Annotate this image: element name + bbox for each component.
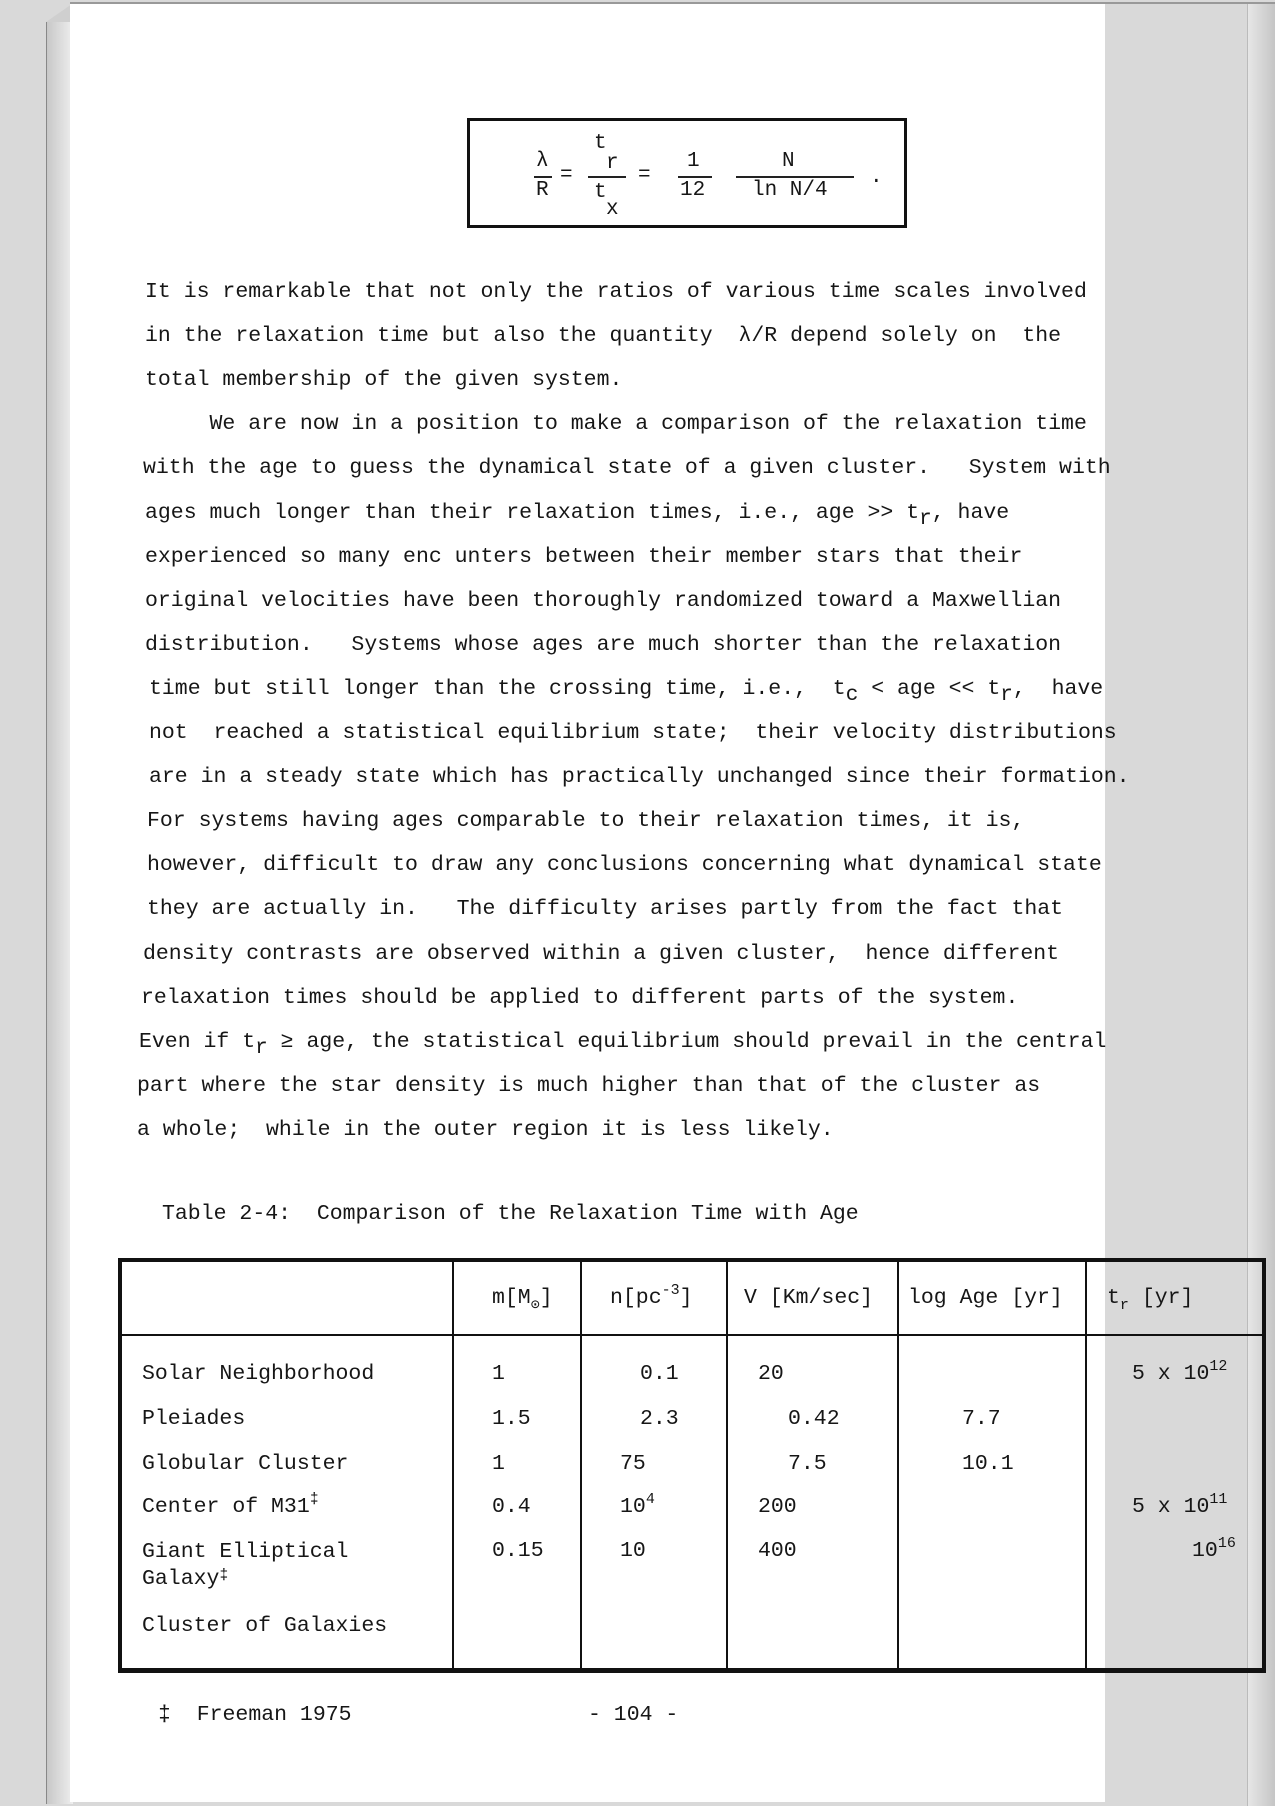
header-velocity: V [Km/sec] <box>744 1286 874 1310</box>
formula-one: 1 <box>687 150 700 173</box>
text-line <box>145 545 1022 569</box>
text-line <box>145 589 1061 613</box>
subscript: r <box>1000 683 1013 707</box>
table-cell-name: Pleiades <box>142 1407 246 1431</box>
text-segment: part where the star density is much higher than that of the cluster as <box>137 1073 1041 1098</box>
table-cell-v: 7.5 <box>788 1452 827 1476</box>
page-number: - 104 - <box>588 1703 679 1727</box>
header-divider <box>122 1334 1262 1336</box>
column-divider <box>726 1262 728 1668</box>
formula-r: r <box>606 152 619 175</box>
column-divider <box>452 1262 454 1668</box>
formula-eq: = <box>638 164 651 187</box>
header-log-age: log Age [yr] <box>908 1286 1063 1310</box>
text-segment: Even if t <box>139 1029 256 1054</box>
table-cell-n: 0.1 <box>640 1362 679 1386</box>
text-line <box>149 721 1117 745</box>
formula-R: R <box>536 179 549 202</box>
column-divider <box>580 1262 582 1668</box>
text-line <box>137 1074 1040 1098</box>
formula-eq: = <box>560 164 573 187</box>
table-cell-n: $10^4$ <box>620 1491 655 1519</box>
column-divider <box>1085 1262 1087 1668</box>
text-segment: in the relaxation time but also the quantity λ/R depend solely on the <box>145 324 1062 349</box>
table-cell-name: Globular Cluster <box>142 1452 349 1476</box>
table-cell-age: 10.1 <box>962 1452 1014 1476</box>
text-line <box>147 897 1063 921</box>
formula-t: t <box>594 181 607 204</box>
table-cell-v: 20 <box>758 1362 784 1386</box>
formula-lambda: λ <box>536 150 549 173</box>
text-line <box>147 853 1102 877</box>
text-line <box>147 809 1024 833</box>
text-segment: with the age to guess the dynamical state of a given cluster. System with <box>143 456 1111 481</box>
fraction-bar <box>588 176 626 178</box>
text-line <box>141 986 1018 1010</box>
text-segment: < age << t <box>858 676 1001 701</box>
fraction-bar <box>678 176 712 178</box>
text-segment: ages much longer than their relaxation times, i.e., age >> t <box>145 500 920 525</box>
table-cell-tr: $10^{16}$ <box>1192 1535 1236 1563</box>
table-cell-v: 0.42 <box>788 1407 840 1431</box>
text-line <box>145 368 622 392</box>
formula-twelve: 12 <box>680 179 706 202</box>
text-segment: not reached a statistical equilibrium state; their velocity distributions <box>149 721 1117 745</box>
text-line <box>143 942 1059 966</box>
table-cell-n: 10 <box>620 1539 646 1563</box>
text-segment: For systems having ages comparable to their relaxation times, it is, <box>147 809 1025 834</box>
text-segment: density contrasts are observed within a given cluster, hence different <box>143 941 1060 966</box>
formula-t: t <box>594 132 607 155</box>
text-segment: , have <box>1012 676 1104 701</box>
table-cell-tr: 5 x $10^{11}$ <box>1132 1491 1228 1519</box>
text-segment: experienced so many enc unters between their member stars that their <box>145 544 1023 569</box>
text-line <box>145 500 1010 531</box>
table-caption: Table 2-4: Comparison of the Relaxation Time with Age <box>162 1202 859 1226</box>
text-segment: a whole; while in the outer region it is less likely. <box>137 1117 834 1142</box>
text-segment: It is remarkable that not only the ratios of various time scales involved <box>145 280 1087 304</box>
formula-box <box>467 118 907 228</box>
fraction-bar <box>534 176 552 178</box>
header-density: $n[pc^{-3}]$ <box>610 1282 693 1310</box>
fraction-bar <box>736 176 854 178</box>
text-segment: , have <box>931 500 1010 525</box>
text-line <box>149 676 1104 707</box>
formula-N: N <box>782 150 795 173</box>
table-cell-n: 75 <box>620 1452 646 1476</box>
header-relaxation-time: $t_r$ [yr] <box>1107 1286 1194 1314</box>
table-cell-m: 0.4 <box>492 1495 531 1519</box>
table-cell-m: 1 <box>492 1452 505 1476</box>
formula-x: x <box>606 198 619 221</box>
relaxation-table <box>118 1258 1266 1673</box>
text-line <box>143 456 1111 480</box>
text-segment: however, difficult to draw any conclusions concerning what dynamical state <box>147 853 1102 878</box>
header-mass: $m[M_⊙]$ <box>492 1286 553 1314</box>
table-cell-m: 0.15 <box>492 1539 544 1563</box>
table-cell-name: Center of M31‡ <box>142 1491 319 1519</box>
page-corner <box>46 4 72 22</box>
text-segment: they are actually in. The difficulty arises partly from the fact that <box>147 897 1064 922</box>
text-line <box>145 412 1087 436</box>
text-line <box>145 633 1061 657</box>
text-line <box>145 324 1061 348</box>
page-left-edge <box>46 22 73 1804</box>
table-cell-v: 400 <box>758 1539 797 1563</box>
text-line <box>149 765 1130 789</box>
formula-dot: . <box>870 166 883 189</box>
text-line <box>137 1118 834 1142</box>
text-segment: relaxation times should be applied to different parts of the system. <box>141 985 1019 1010</box>
text-segment: ≥ age, the statistical equilibrium should prevail in the central <box>267 1029 1107 1054</box>
subscript: c <box>845 683 859 707</box>
table-cell-age: 7.7 <box>962 1407 1001 1431</box>
text-segment: original velocities have been thoroughly randomized toward a Maxwellian <box>145 588 1062 613</box>
table-cell-v: 200 <box>758 1495 797 1519</box>
table-cell-m: 1.5 <box>492 1407 531 1431</box>
text-line <box>145 280 1087 304</box>
table-cell-name: Giant Elliptical Galaxy‡ <box>142 1540 349 1591</box>
text-line <box>139 1029 1107 1060</box>
text-segment: total membership of the given system. <box>145 368 623 393</box>
table-cell-name: Cluster of Galaxies <box>142 1614 388 1638</box>
text-segment: are in a steady state which has practically unchanged since their formation. <box>149 765 1130 790</box>
table-cell-n: 2.3 <box>640 1407 679 1431</box>
column-divider <box>897 1262 899 1668</box>
footnote: ‡ Freeman 1975 <box>158 1703 352 1727</box>
text-segment: time but still longer than the crossing time, i.e., t <box>149 676 846 701</box>
text-segment: We are now in a position to make a comparison of the relaxation time <box>145 412 1087 437</box>
formula-ln: ln N/4 <box>752 179 828 202</box>
table-cell-name: Solar Neighborhood <box>142 1362 375 1386</box>
table-cell-m: 1 <box>492 1362 505 1386</box>
subscript: r <box>255 1036 268 1060</box>
table-cell-tr: 5 x $10^{12}$ <box>1132 1358 1228 1386</box>
text-segment: distribution. Systems whose ages are much shorter than the relaxation <box>145 632 1062 657</box>
subscript: r <box>919 507 932 531</box>
